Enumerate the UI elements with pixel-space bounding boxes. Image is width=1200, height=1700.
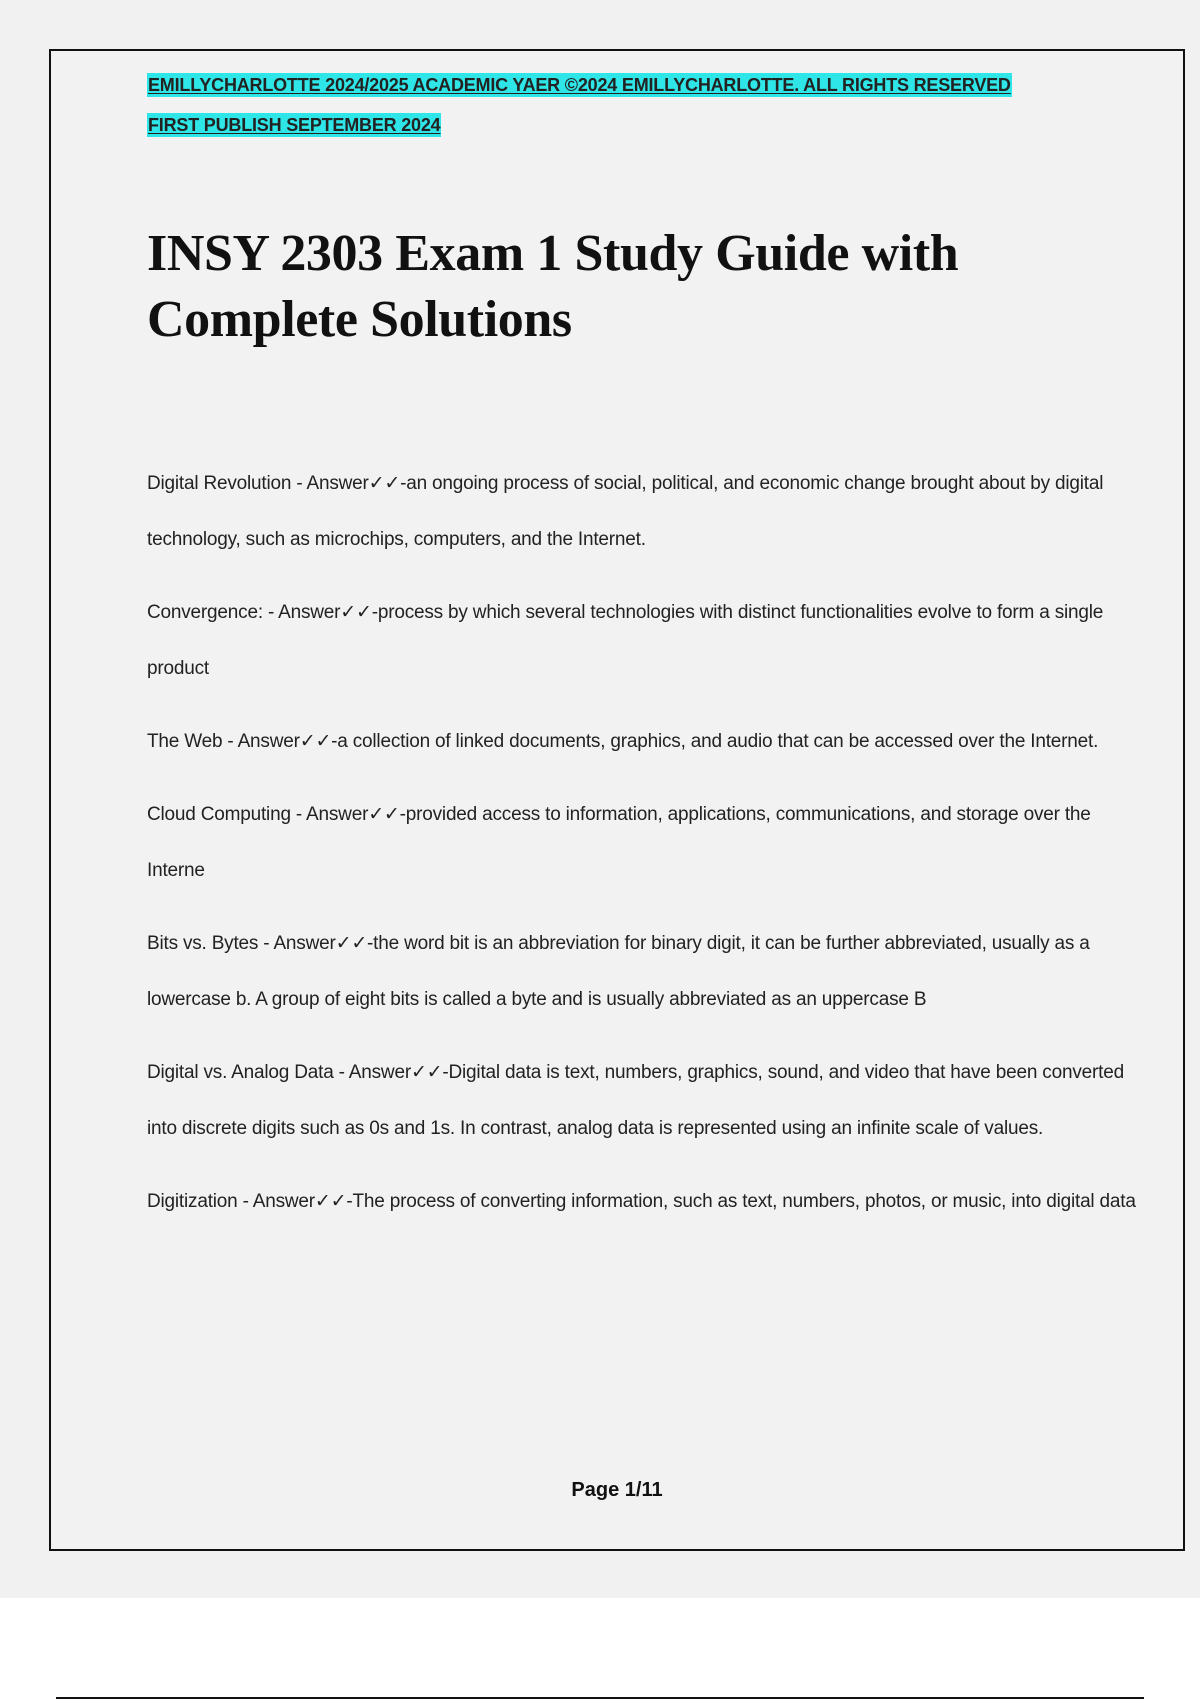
header-line-rights: EMILLYCHARLOTTE 2024/2025 ACADEMIC YAER ©2024 EMILLYCHARLOTTE. ALL RIGHTS RESERVED: [148, 75, 1011, 95]
entry-digitization: Digitization - Answer✓✓-The process of converting information, such as text, numbers, photos, or music, into digital data: [147, 1191, 1136, 1212]
entry-bits-vs-bytes: Bits vs. Bytes - Answer✓✓-the word bit is an abbreviation for binary digit, it can be further abbreviated, usually as a lowercase b. A group of eight bits is called a byte and is usually abbreviated as an uppercase B: [147, 933, 1090, 1010]
document-page: [49, 49, 1185, 1551]
next-page-top-border: [56, 1697, 1144, 1699]
entry-convergence: Convergence: - Answer✓✓-process by which several technologies with distinct functionalities evolve to form a single product: [147, 602, 1104, 679]
entry-cloud-computing: Cloud Computing - Answer✓✓-provided access to information, applications, communications, and storage over the Interne: [147, 804, 1091, 881]
study-guide-entries: [147, 456, 1141, 1247]
entry-digital-vs-analog-data: Digital vs. Analog Data - Answer✓✓-Digital data is text, numbers, graphics, sound, and video that have been converted into discrete digits such as 0s and 1s. In contrast, analog data is represented using an infinite scale of values.: [147, 1062, 1124, 1139]
page-number: Page 1/11: [571, 1479, 663, 1501]
document-title: INSY 2303 Exam 1 Study Guide with Complete Solutions: [147, 225, 959, 348]
header-line-publish-date: FIRST PUBLISH SEPTEMBER 2024: [148, 115, 441, 135]
copyright-header: [147, 73, 1107, 153]
entry-the-web: The Web - Answer✓✓-a collection of linked documents, graphics, and audio that can be accessed over the Internet.: [147, 731, 1099, 752]
entry-digital-revolution: Digital Revolution - Answer✓✓-an ongoing process of social, political, and economic change brought about by digital technology, such as microchips, computers, and the Internet.: [147, 473, 1104, 550]
